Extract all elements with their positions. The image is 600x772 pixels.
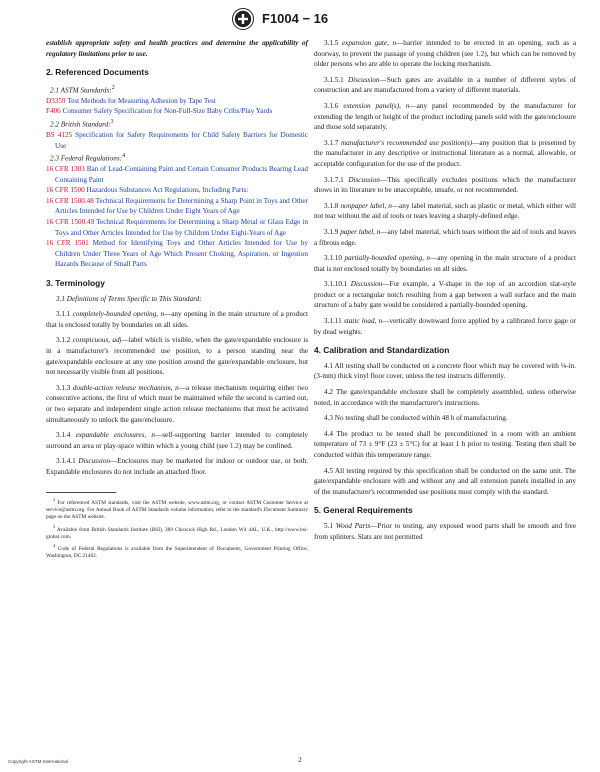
definition-3-1-1: 3.1.1 completely-bounded opening, n—any opening in the main structure of a product that is enclosed totally by boundaries on all sides. xyxy=(46,310,309,329)
federal-regulations-heading: 2.3 Federal Regulations:$^4$ xyxy=(50,153,126,163)
reference-item xyxy=(46,196,308,217)
reference-title-link[interactable]: Technical Requirements for Determining a Sharp Metal or Glass Edge in Toys and Other Articles Intended for Use by Children Under Eight-Years of Age xyxy=(55,218,308,237)
section-link[interactable]: 1.2 xyxy=(229,441,239,450)
reference-code-link[interactable]: F406 xyxy=(46,107,61,116)
reference-code-link[interactable]: 16 CFR 1501 xyxy=(46,239,89,248)
paragraph-4-2: 4.2 The gate/expandable enclosure shall be completely assembled, unless otherwise noted, in accordance with the manufacturer's instructions. xyxy=(314,388,576,407)
reference-item xyxy=(46,106,308,117)
page-number: 2 xyxy=(298,756,302,764)
footnote-divider xyxy=(46,492,116,493)
section-4-title: 4. Calibration and Standardization xyxy=(314,345,450,356)
british-reference-list xyxy=(46,130,308,151)
definitions-heading: 3.1 Definitions of Terms Specific to This Standard: xyxy=(56,294,202,303)
paragraph-4-4: 4.4 The product to be tested shall be preconditioned in a room with an ambient temperature of 73 ± 9°F (23 ± 5°C) for at least 1 h prior to testing. Testing then shall be conducted within this temperature range. xyxy=(314,429,576,459)
footnote: $^4$ Code of Federal Regulations is available from the Superintendent of Documents, Government Printing Office, Washington, DC 21402. xyxy=(46,543,308,560)
right-column xyxy=(314,38,576,547)
reference-code-link[interactable]: 16 CFR 1500 xyxy=(46,186,85,195)
reference-item xyxy=(46,164,308,185)
paragraph-5-1: 5.1 Wood Parts—Prior to testing, any exposed wood parts shall be smooth and free from splinters. Slats are not permitted xyxy=(314,521,577,541)
astm-logo-icon xyxy=(232,8,254,30)
definition-3-1-2: 3.1.2 conspicuous, adj—label which is visible, when the gate/expandable enclosure is in a manufacturer's recommended use position, to a person standing near the gate/expandable enclosure at any one position around the gate/expandable enclosure, but not necessarily visible from all positions. xyxy=(46,336,309,377)
reference-title-link[interactable]: Test Methods for Measuring Adhesion by Tape Test xyxy=(65,96,216,105)
reference-code-link[interactable]: D3359 xyxy=(46,96,66,105)
definition-3-1-3: 3.1.3 double-action release mechanism, n—a release mechanism requiring either two consecutive actions, the first of which must be maintained while the second is carried out, or two separate and independent single action release mechanisms that must be activated simultaneously to unlock the gate/enclosure. xyxy=(46,383,308,424)
definition-3-1-7: 3.1.7 manufacturer's recommended use position(s)—any position that is presented by the manufacturer in any descriptive or instructional literature as a normal, allowable, or acceptable configuration for the use of the product. xyxy=(314,138,577,168)
paragraph-4-5: 4.5 All testing required by this specification shall be conducted on the same unit. The gate/expandable enclosure with and without any and all extension panels installed in any of the manufacturer's recommended use positions must comply with the standard. xyxy=(314,466,576,496)
reference-code-link[interactable]: 16 CFR 1303 xyxy=(46,165,85,174)
definition-3-1-10: 3.1.10 partially-bounded opening, n—any opening in the main structure of a product that is not enclosed totally by boundaries on all sides. xyxy=(314,254,576,273)
reference-item xyxy=(46,96,308,107)
definition-3-1-8: 3.1.8 nonpaper label, n—any label material, such as plastic or metal, which either will not tear without the aid of tools or tears leaving a sharply-defined edge. xyxy=(314,201,577,221)
reference-item xyxy=(46,238,308,270)
reference-code-link[interactable]: 16 CFR 1500.49 xyxy=(46,218,95,227)
reference-title-link[interactable]: Specification for Safety Requirements for Child Safety Barriers for Domestic Use xyxy=(55,130,308,150)
definition-3-1-11: 3.1.11 static load, n—vertically downward force applied by a calibrated force gage or by dead weights. xyxy=(314,317,576,336)
section-link[interactable]: 1.2 xyxy=(475,49,485,58)
copyright-notice: Copyright ASTM International xyxy=(8,759,69,764)
reference-title-link[interactable]: Consumer Safety Specification for Non-Full-Size Baby Cribs/Play Yards xyxy=(60,107,273,116)
paragraph-4-3: 4.3 No testing shall be conducted within 48 h of manufacturing. xyxy=(324,414,508,423)
intro-text: establish appropriate safety and health practices and determine the applicability of regulatory limitations prior to use. xyxy=(46,39,308,58)
discussion-3-1-4-1: 3.1.4.1 Discussion—Enclosures may be marketed for indoor or outdoor use, or both. Expandable enclosures do not include an attached floor. xyxy=(46,457,309,476)
definition-3-1-6: 3.1.6 extension panel(s), n—any panel recommended by the manufacturer for extending the length or height of the product including panels sold with the gate/enclosure and those sold separately. xyxy=(314,101,577,132)
discussion-3-1-10-1: 3.1.10.1 Discussion—For example, a V-shape in the top of an accordion slat-style product or a rectangular notch resulting from a gap between a wall surface and the main structure of a baby gate would be considered a partially-bounded opening. xyxy=(314,280,577,310)
astm-reference-list xyxy=(46,96,308,117)
footnote: $^2$ For referenced ASTM standards, visit the ASTM website, www.astm.org, or contact ASTM Customer Service at service@astm.org. For Annual Book of ASTM Standards volume information, refer to the standard's Document Summary page on the ASTM website. xyxy=(46,496,308,521)
discussion-3-1-5-1: 3.1.5.1 Discussion—Such gates are available in a number of different styles of construction and are manufactured from a variety of different materials. xyxy=(314,75,577,95)
footnote: $^3$ Available from British Standards Institute (BSI), 389 Chiswick High Rd., London W4 4AL, U.K., http://www.bsi-global.com. xyxy=(46,523,308,540)
reference-code-link[interactable]: BS 4125 xyxy=(46,130,73,139)
reference-title-link[interactable]: Method for Identifying Toys and Other Articles Intended for Use by Children Under Three Years of Age Which Present Choking, Aspiration, or Ingestion Hazards Because of Small Parts xyxy=(55,239,308,269)
page-header xyxy=(0,8,600,34)
standard-designation: F1004 − 16 xyxy=(262,11,329,26)
paragraph-4-1: 4.1 All testing shall be conducted on a concrete floor which may be covered with ⅛-in. (3-mm) thick vinyl floor cover, unless the test instructs differently. xyxy=(314,361,576,381)
federal-reference-list xyxy=(46,164,308,270)
left-column xyxy=(46,38,308,562)
reference-code-link[interactable]: 16 CFR 1500.48 xyxy=(46,196,94,205)
definition-3-1-4: 3.1.4 expandable enclosures, n—self-supporting barrier intended to completely surround an area or play-space within which a young child (see 1.2) may be confined. xyxy=(46,431,308,450)
reference-title-link[interactable]: Hazardous Substances Act Regulations, Including Parts: xyxy=(84,186,249,195)
reference-item xyxy=(46,185,308,196)
discussion-3-1-7-1: 3.1.7.1 Discussion—This specifically excludes positions which the manufacturer shows in its literature to be unacceptable, unsafe, or not recommended. xyxy=(314,175,576,195)
astm-standards-heading: 2.1 ASTM Standards:$^2$ xyxy=(50,84,115,95)
reference-item xyxy=(46,217,308,238)
reference-title-link[interactable]: Technical Requirements for Determining a Sharp Point in Toys and Other Articles Intended for Use by Children Under Eight Years of Age xyxy=(55,196,308,216)
definition-3-1-9: 3.1.9 paper label, n—any label material, which tears without the aid of tools and leaves a fibrous edge. xyxy=(314,227,577,247)
section-2-title: 2. Referenced Documents xyxy=(46,67,149,78)
reference-title-link[interactable]: Ban of Lead-Containing Paint and Certain Consumer Products Bearing Lead Containing Paint xyxy=(55,165,308,184)
section-3-title: 3. Terminology xyxy=(46,278,105,289)
footnotes xyxy=(46,496,308,561)
section-5-title: 5. General Requirements xyxy=(314,505,413,516)
reference-item xyxy=(46,130,308,151)
british-standard-heading: 2.2 British Standard:$^3$ xyxy=(50,118,114,129)
definition-3-1-5: 3.1.5 expansion gate, n—barrier intended to be erected in an opening, such as a doorway, to prevent the passage of young children (see 1.2), but which can be removed by older persons who are able to operate the locking mechanism. xyxy=(314,39,577,69)
